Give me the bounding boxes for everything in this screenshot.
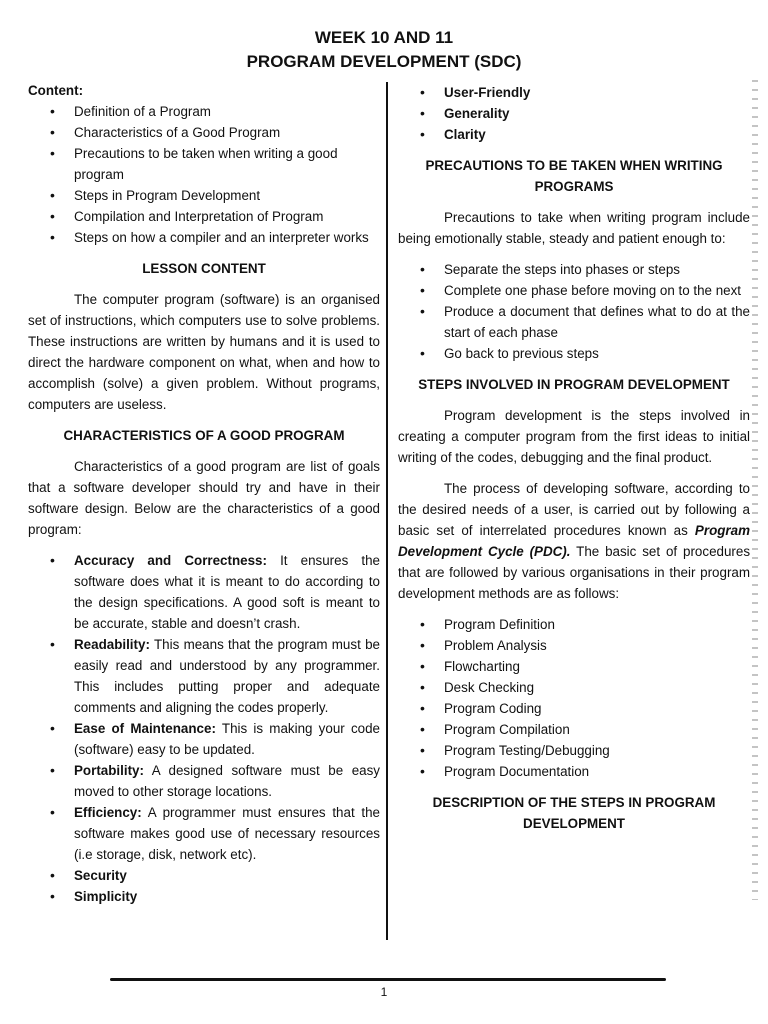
precautions-paragraph: Precautions to take when writing program include being emotionally stable, steady and patient enough to:	[398, 210, 750, 246]
characteristic-desc: It ensures the software does what it is meant to do according to the design specifications. A good soft is meant to be accurate, stable and doesn’t crash.	[74, 553, 380, 631]
characteristic-desc: This means that the program must be easily read and understood by any programmer. This includes putting proper and adequate comments and aligning the codes properly.	[74, 637, 380, 715]
steps-paragraph-2-end: The basic set of procedures that are followed by various organisations in their program development methods are as follows:	[398, 544, 751, 601]
lesson-paragraph: The computer program (software) is an organised set of instructions, which computers use to solve problems. These instructions are written by humans and it is used to direct the hardware component on what, when and how to accomplish (solve) a given problem. Without programs, computers are useless.	[28, 292, 380, 412]
precautions-heading-line1: PRECAUTIONS TO BE TAKEN WHEN WRITING	[425, 158, 723, 173]
characteristic-item	[398, 82, 750, 103]
step-item: • Problem Analysis	[398, 635, 750, 656]
step-item: • Flowcharting	[398, 656, 750, 677]
characteristic-term: Portability:	[74, 763, 144, 778]
content-item: • Steps on how a compiler and an interpreter works	[28, 227, 380, 248]
footer-rule	[110, 978, 666, 981]
precaution-item: • Go back to previous steps	[398, 343, 750, 364]
precautions-list	[398, 259, 750, 364]
description-heading-line2: DEVELOPMENT	[523, 816, 625, 831]
characteristic-term: Clarity	[444, 127, 486, 142]
content-item: • Precautions to be taken when writing a good program	[28, 143, 380, 185]
characteristic-term: Generality	[444, 106, 510, 121]
page-title-line1: WEEK 10 AND 11	[314, 28, 454, 47]
characteristic-term: User-Friendly	[444, 85, 531, 100]
precaution-item: • Produce a document that defines what to do at the start of each phase	[398, 301, 750, 343]
step-item: • Program Documentation	[398, 761, 750, 782]
page-edge-marks	[752, 80, 758, 900]
characteristic-desc: A designed software must be easy moved to other storage locations.	[74, 763, 380, 799]
characteristic-item	[28, 760, 380, 802]
steps-paragraph-2	[398, 478, 750, 604]
pdc-term: Program Development Cycle (PDC).	[398, 523, 750, 559]
steps-heading: STEPS INVOLVED IN PROGRAM DEVELOPMENT	[418, 377, 730, 392]
steps-list	[398, 614, 750, 782]
characteristic-item	[28, 550, 380, 634]
step-item: • Program Compilation	[398, 719, 750, 740]
characteristic-desc: This is making your code (software) easy to be updated.	[74, 721, 380, 757]
steps-paragraph-1: Program development is the steps involved in creating a computer program from the first ideas to initial writing of the codes, debugging and the final product.	[398, 408, 750, 465]
description-heading-line1: DESCRIPTION OF THE STEPS IN PROGRAM	[432, 795, 716, 810]
characteristic-item	[28, 865, 380, 886]
characteristic-term: Simplicity	[74, 889, 138, 904]
characteristic-item	[28, 718, 380, 760]
content-item: • Steps in Program Development	[28, 185, 380, 206]
page-number: 1	[380, 985, 388, 999]
content-item: • Compilation and Interpretation of Program	[28, 206, 380, 227]
content-item: • Characteristics of a Good Program	[28, 122, 380, 143]
characteristic-item	[28, 802, 380, 865]
characteristic-term: Accuracy and Correctness:	[74, 553, 267, 568]
characteristics-list-continued	[398, 82, 750, 145]
precaution-item: • Complete one phase before moving on to the next	[398, 280, 750, 301]
content-item: • Definition of a Program	[28, 101, 380, 122]
characteristic-term: Security	[74, 868, 127, 883]
step-item: • Desk Checking	[398, 677, 750, 698]
page-title-line2: PROGRAM DEVELOPMENT (SDC)	[246, 52, 522, 71]
characteristic-term: Efficiency:	[74, 805, 142, 820]
characteristic-item	[398, 103, 750, 124]
lesson-heading: LESSON CONTENT	[142, 261, 266, 276]
characteristics-heading: CHARACTERISTICS OF A GOOD PROGRAM	[63, 428, 345, 443]
column-divider	[386, 82, 388, 940]
characteristic-term: Readability:	[74, 637, 150, 652]
characteristic-item	[28, 886, 380, 907]
characteristic-desc: A programmer must ensures that the software makes good use of necessary resources (i.e storage, disk, network etc).	[74, 805, 380, 862]
characteristics-paragraph: Characteristics of a good program are list of goals that a software developer should try and have in their software design. Below are the characteristics of a good program:	[28, 459, 380, 537]
precaution-item: • Separate the steps into phases or steps	[398, 259, 750, 280]
content-label: Content:	[28, 83, 84, 98]
steps-paragraph-2-start: The process of developing software, according to the desired needs of a user, is carried out by following a basic set of interrelated procedures known as	[398, 481, 750, 538]
left-column	[28, 80, 380, 907]
characteristic-item	[28, 634, 380, 718]
step-item: • Program Testing/Debugging	[398, 740, 750, 761]
characteristic-item	[398, 124, 750, 145]
characteristic-term: Ease of Maintenance:	[74, 721, 216, 736]
step-item: • Program Coding	[398, 698, 750, 719]
right-column	[398, 80, 750, 834]
characteristics-list	[28, 550, 380, 907]
precautions-heading-line2: PROGRAMS	[534, 179, 614, 194]
content-list	[28, 101, 380, 248]
step-item: • Program Definition	[398, 614, 750, 635]
